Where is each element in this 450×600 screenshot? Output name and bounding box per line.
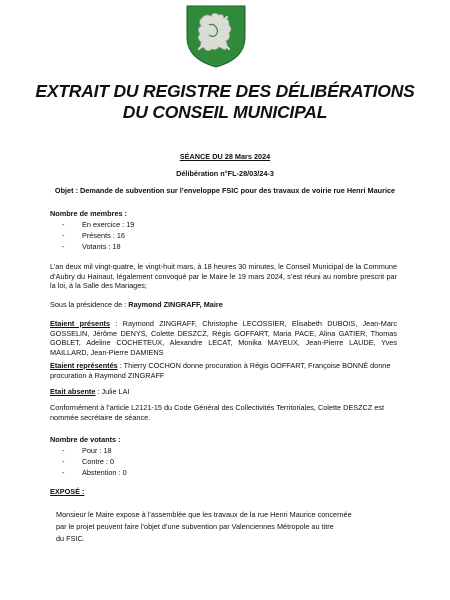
absente-line xyxy=(50,387,130,397)
presents-label: Etaient présents xyxy=(50,319,111,328)
list-item: - Présents : 16 xyxy=(62,231,125,240)
document-title-line1: EXTRAIT DU REGISTRE DES DÉLIBÉRATIONS xyxy=(35,81,415,101)
lion-shield-icon xyxy=(183,3,249,69)
representes-text: : Thierry COCHON donne procuration à Régis GOFFART, Françoise BONNÉ donne procuration à Raymond ZINGRAFF xyxy=(50,361,391,380)
presidence-name: Raymond ZINGRAFF, Maire xyxy=(128,300,223,309)
list-item: - Contre : 0 xyxy=(62,457,115,466)
expose-heading: EXPOSÉ : xyxy=(50,487,85,496)
votants-heading: Nombre de votants : xyxy=(50,435,121,444)
expose-line: par le projet peuvent faire l’objet d’une subvention par Valenciennes Métropole au titre xyxy=(56,522,334,532)
representes-label: Etaient représentés xyxy=(50,361,118,370)
presidence-label: Sous la présidence de : xyxy=(50,300,129,309)
list-item: - Pour : 18 xyxy=(62,446,112,455)
presents-paragraph xyxy=(50,319,397,357)
list-item: - Abstention : 0 xyxy=(62,468,127,477)
presents-text: : Raymond ZINGRAFF, Christophe LECOSSIER, Elisabeth DUBOIS, Jean-Marc GOSSELIN, Jérôme DENYS, Colette DESZCZ, Régis GOFFART, Maria PACE, Alina GATIER, Thomas GOBLET, Adeline COCHETEUX, Alexandre LECAT, Monika MAYEUX, Jean-Pierre LAUDE, Yves MAILLARD, Jean-Pierre DAMIENS xyxy=(50,319,397,357)
list-item: - En exercice : 19 xyxy=(62,220,135,229)
intro-paragraph: L’an deux mil vingt-quatre, le vingt-huit mars, à 18 heures 30 minutes, le Conseil Municipal de la Commune d’Aubry du Hainaut, légalement convoqué par le Maire le 19 mars 2024, s’est réuni au nombre prescrit par la loi, à la Salle des Mariages; xyxy=(50,262,397,291)
absente-text: : Julie LAI xyxy=(95,387,130,396)
deliberation-number: Délibération n°FL-28/03/24-3 xyxy=(176,169,274,178)
expose-line: du FSIC. xyxy=(56,534,85,544)
expose-paragraph xyxy=(56,509,352,546)
presidence-line xyxy=(50,300,223,310)
objet-line: Objet : Demande de subvention sur l’enveloppe FSIC pour des travaux de voirie rue Henri Maurice xyxy=(54,186,396,195)
conformement-paragraph: Conformément à l’article L2121-15 du Code Général des Collectivités Territoriales, Colette DESZCZ est nommée secrétaire de séance. xyxy=(50,403,385,422)
list-item: - Votants : 18 xyxy=(62,242,121,251)
document-title-line2: DU CONSEIL MUNICIPAL xyxy=(122,102,328,122)
expose-line: Monsieur le Maire expose à l’assemblée que les travaux de la rue Henri Maurice concernée xyxy=(56,510,352,519)
seance-date: SÉANCE DU 28 Mars 2024 xyxy=(179,152,271,161)
absente-label: Etait absente xyxy=(50,387,96,396)
representes-paragraph xyxy=(50,361,397,380)
membres-heading: Nombre de membres : xyxy=(50,209,128,218)
